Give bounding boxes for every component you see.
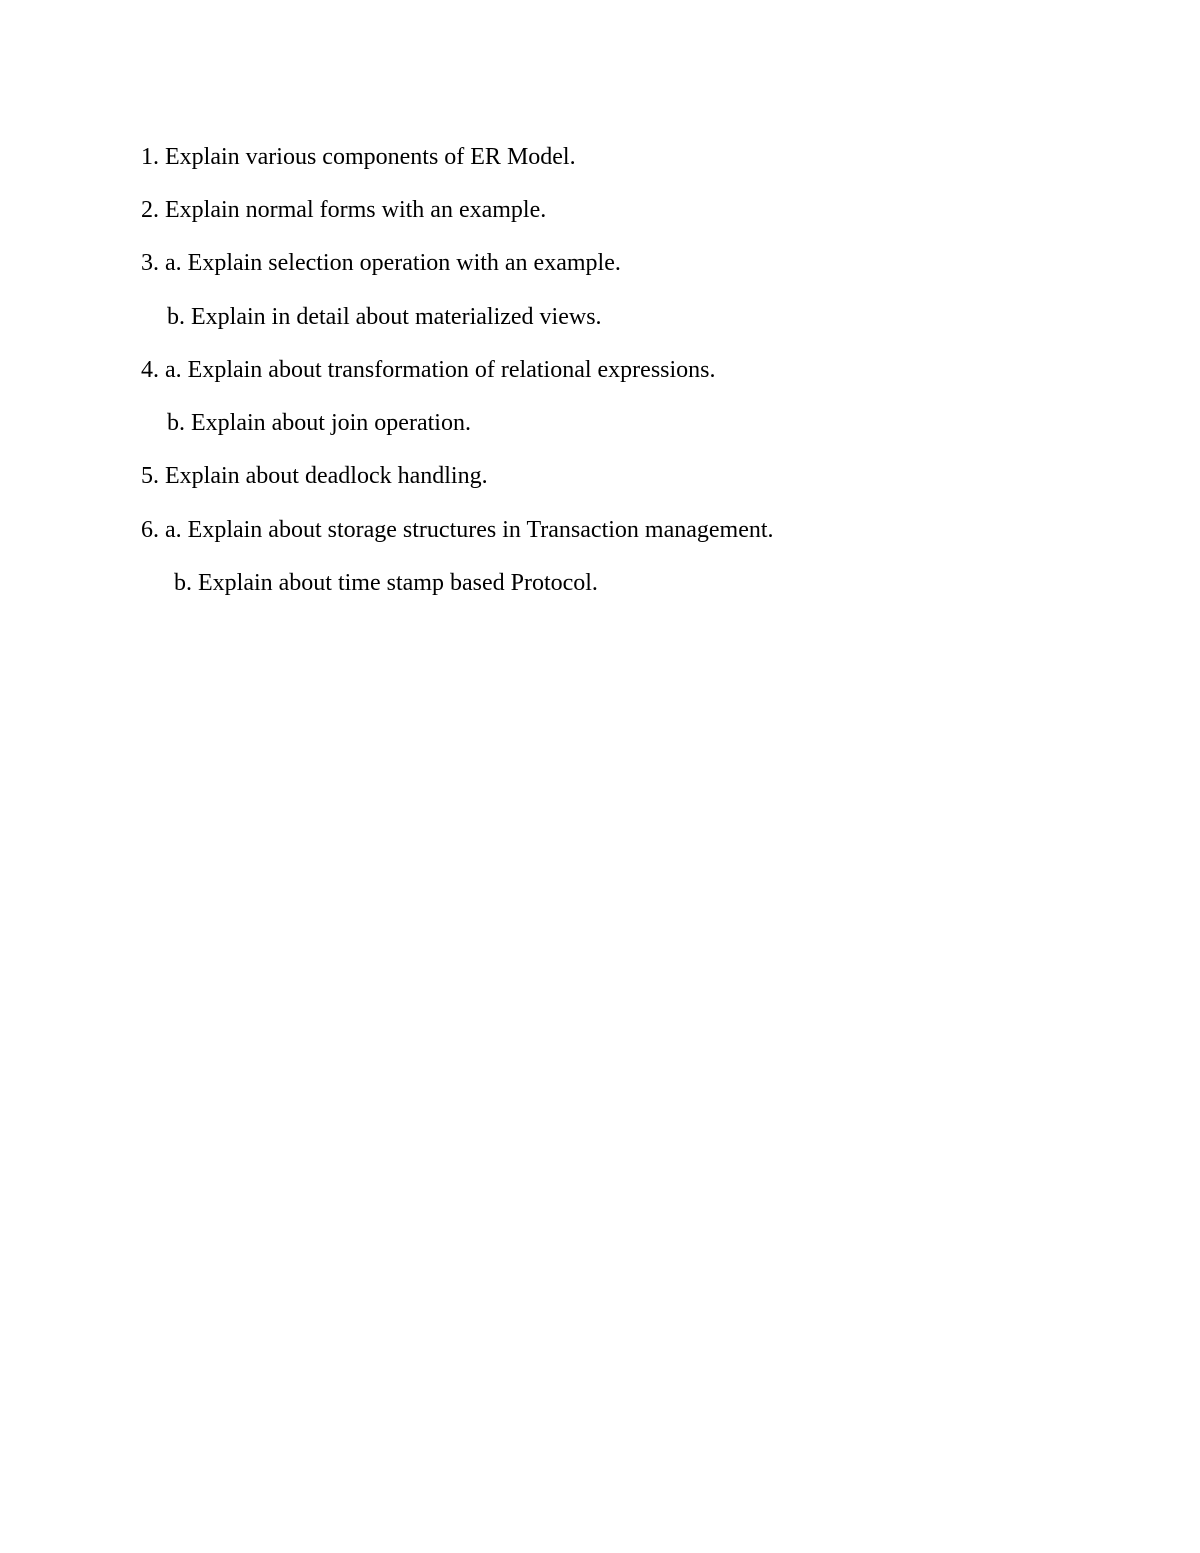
question-4b: b. Explain about join operation. bbox=[167, 410, 471, 436]
question-2: 2. Explain normal forms with an example. bbox=[141, 197, 547, 223]
question-4a: 4. a. Explain about transformation of relational expressions. bbox=[141, 357, 716, 383]
question-6a: 6. a. Explain about storage structures in Transaction management. bbox=[141, 517, 774, 543]
question-5: 5. Explain about deadlock handling. bbox=[141, 463, 488, 489]
question-3b: b. Explain in detail about materialized views. bbox=[167, 304, 602, 330]
question-6b: b. Explain about time stamp based Protocol. bbox=[174, 570, 598, 596]
question-3a: 3. a. Explain selection operation with an example. bbox=[141, 250, 621, 276]
question-1: 1. Explain various components of ER Model. bbox=[141, 144, 576, 170]
